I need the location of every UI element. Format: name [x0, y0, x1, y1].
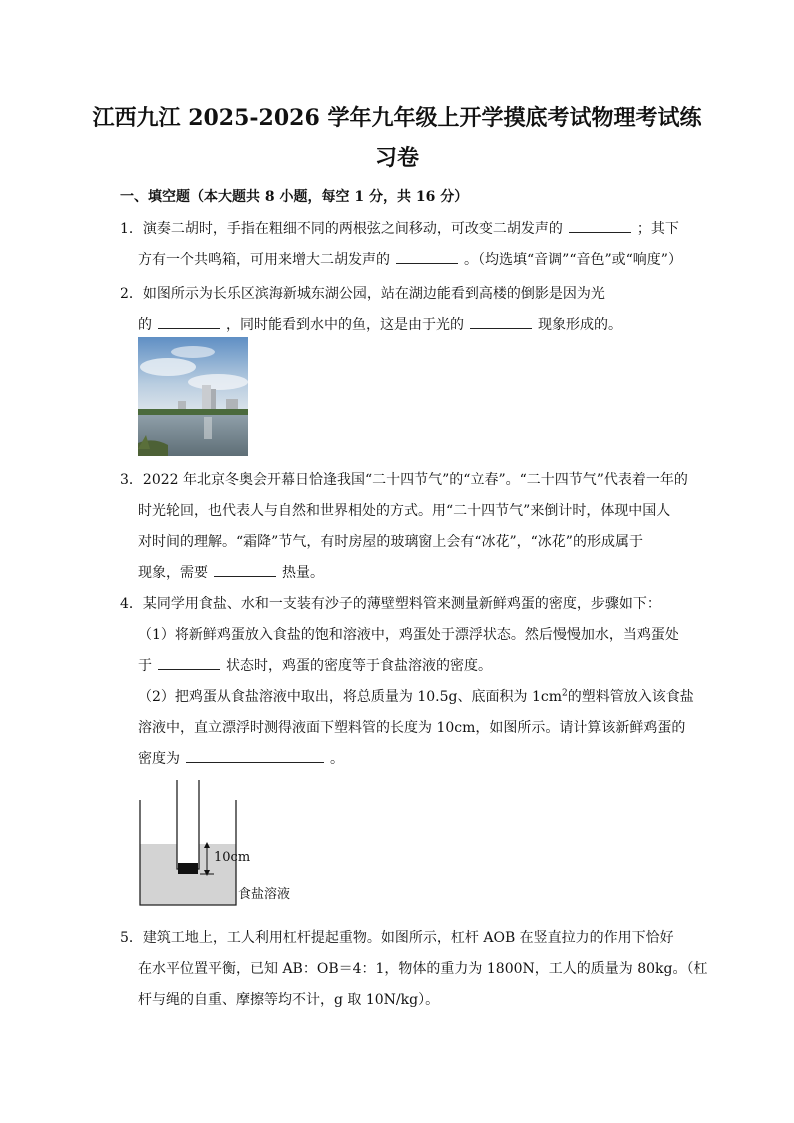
solution-label: 食盐溶液: [238, 887, 291, 902]
q4-superscript: 2: [561, 688, 568, 699]
q4-line6: [138, 748, 344, 768]
exam-title-line2: 习卷: [374, 145, 419, 171]
q1-blank-2[interactable]: [396, 249, 458, 264]
section-heading: 一、填空题（本大题共 8 小题，每空 1 分，共 16 分）: [120, 189, 469, 205]
q4-text-l3b: 状态时，鸡蛋的密度等于食盐溶液的密度。: [226, 658, 492, 674]
q3-line4: [138, 562, 324, 582]
q1-line2: [138, 249, 682, 269]
q4-line3: [138, 655, 492, 675]
q2-blank-1[interactable]: [158, 314, 220, 329]
q1-text-b: ；其下: [636, 221, 679, 237]
q3-line2: 时光轮回，也代表人与自然和世界相处的方式。用“二十四节气”来倒计时，体现中国人: [138, 503, 671, 519]
length-label: 10cm: [214, 850, 251, 865]
q4-text-l4b: 的塑料管放入该食盐: [567, 689, 694, 705]
lake-park-photo: [138, 337, 248, 456]
q4-text-l3a: 于: [138, 658, 152, 674]
q4-text-l4a: （2）把鸡蛋从食盐溶液中取出，将总质量为 10.5g、底面积为 1cm: [138, 689, 562, 705]
q1-line1: [120, 218, 679, 238]
q4-line1: 4．某同学用食盐、水和一支装有沙子的薄壁塑料管来测量新鲜鸡蛋的密度，步骤如下：: [120, 596, 661, 612]
q4-blank-2[interactable]: [186, 748, 324, 763]
plastic-tube: [177, 780, 199, 869]
q5-line2: 在水平位置平衡，已知 AB：OB＝4：1，物体的重力为 1800N，工人的质量为 80kg。（杠: [138, 961, 708, 977]
q5-line1: 5．建筑工地上，工人利用杠杆提起重物。如图所示，杠杆 AOB 在竖直拉力的作用下恰好: [120, 930, 674, 946]
tube-figure: [136, 780, 316, 912]
sand-plug: [178, 863, 198, 874]
q4-line5: 溶液中，直立漂浮时测得液面下塑料管的长度为 10cm，如图所示。请计算该新鲜鸡蛋的: [138, 720, 686, 736]
q1-text-c: 方有一个共鸣箱，可用来增大二胡发声的: [138, 252, 390, 268]
q2-blank-2[interactable]: [470, 314, 532, 329]
q4-blank-1[interactable]: [158, 655, 220, 670]
q3-line3: 对时间的理解。“霜降”节气，有时房屋的玻璃窗上会有“冰花”，“冰花”的形成属于: [138, 534, 643, 550]
q1-text-a: 1．演奏二胡时，手指在粗细不同的两根弦之间移动，可改变二胡发声的: [120, 221, 563, 237]
q4-line4: [138, 686, 694, 706]
q4-text-l6b: 。: [330, 751, 344, 767]
q1-text-d: 。（均选填“音调”“音色”或“响度”）: [464, 252, 682, 268]
q5-line3: 杆与绳的自重、摩擦等均不计，g 取 10N/kg）。: [138, 992, 440, 1008]
q2-text-b: 的: [138, 317, 152, 333]
q4-text-l6a: 密度为: [138, 751, 180, 767]
q1-blank-1[interactable]: [569, 218, 631, 233]
q2-line1: 2．如图所示为长乐区滨海新城东湖公园，站在湖边能看到高楼的倒影是因为光: [120, 286, 605, 302]
q3-text-l4a: 现象，需要: [138, 565, 208, 581]
q3-text-l4b: 热量。: [282, 565, 324, 581]
q2-text-c: ，同时能看到水中的鱼，这是由于光的: [226, 317, 464, 333]
q2-line2: [138, 314, 622, 334]
q4-line2: （1）将新鲜鸡蛋放入食盐的饱和溶液中，鸡蛋处于漂浮状态。然后慢慢加水，当鸡蛋处: [138, 627, 679, 643]
q2-text-d: 现象形成的。: [538, 317, 622, 333]
q3-line1: 3．2022 年北京冬奥会开幕日恰逢我国“二十四节气”的“立春”。“二十四节气”代表着一年的: [120, 472, 688, 488]
q3-blank[interactable]: [214, 562, 276, 577]
exam-title-line1: 江西九江 2025-2026 学年九年级上开学摸底考试物理考试练: [92, 105, 702, 131]
